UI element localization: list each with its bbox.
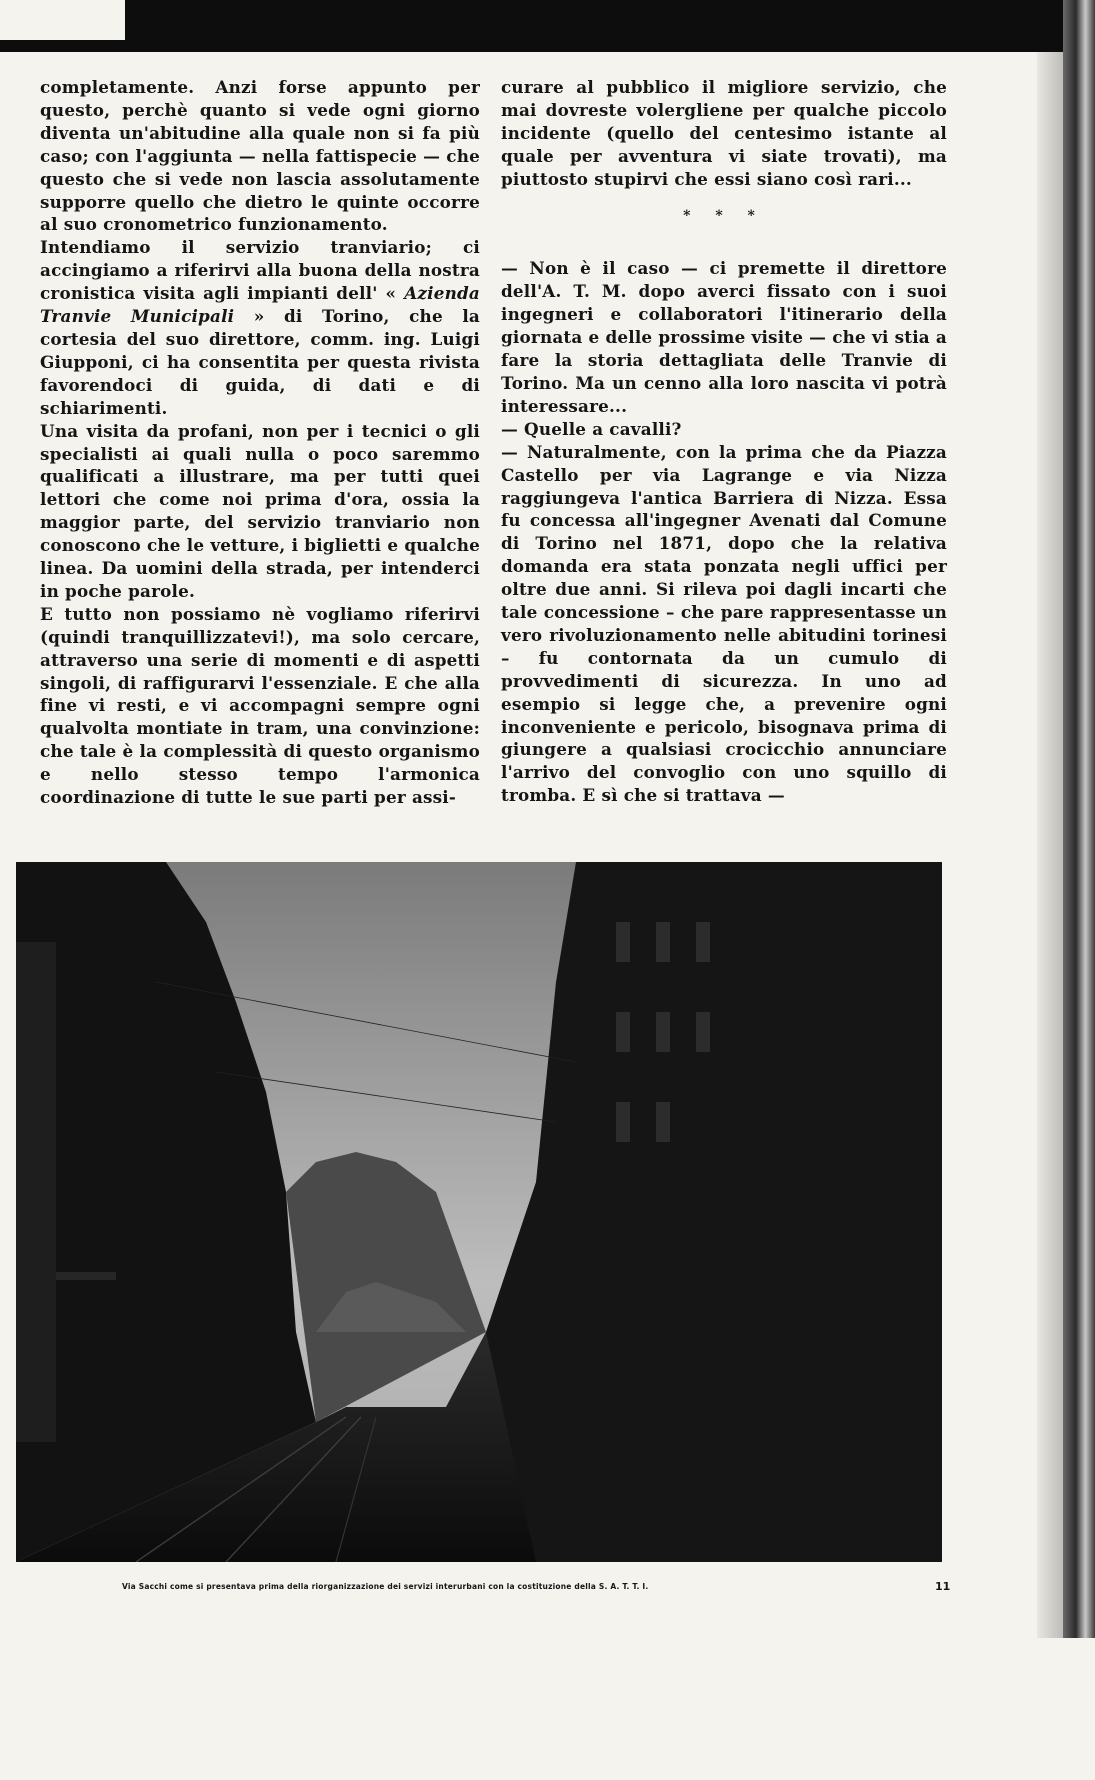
paragraph: curare al pubblico il migliore servizio, che mai dovreste volergliene per qualche piccolo incidente (quello del centesimo istante al quale per avventura vi siate trovati), ma piuttosto stupirvi che essi siano così rari...: [501, 77, 947, 189]
paragraph: — Quelle a cavalli?: [501, 418, 682, 439]
scan-page-edge: [1037, 52, 1063, 1638]
section-separator: * * *: [683, 207, 765, 224]
paragraph: — Naturalmente, con la prima che da Piazza Castello per via Lagrange e via Nizza raggiungeva l'antica Barriera di Nizza. Essa fu concessa all'ingegner Avenati dal Comune di Torino nel 1871, dopo che la relativa domanda era stata ponzata negli uffici per oltre due anni. Si rileva poi dagli incarti che tale concessione – che pare rappresentasse un vero rivoluzionamento nelle abitudini torinesi – fu contornata da un cumulo di provvedimenti di sicurezza. In uno ad esempio si legge che, a prevenire ogni inconveniente e pericolo, bisognava prima di giungere a qualsiasi crocicchio annunciare l'arrivo del convoglio con uno squillo di tromba. E sì che si trattava —: [501, 441, 947, 806]
page-number: 11: [935, 1580, 951, 1593]
paragraph: completamente. Anzi forse appunto per questo, perchè quanto si vede ogni giorno diventa un'abitudine alla quale non si fa più caso; con l'aggiunta — nella fattispecie — che questo che si vede non lascia assolutamente supporre quello che dietro le quinte occorre al suo cronometrico funzionamento.: [40, 77, 480, 235]
scan-top-band-left: [0, 40, 125, 52]
company-name: Azienda Tranvie Municipali: [40, 283, 480, 327]
article-left-column: [40, 76, 480, 809]
photo-caption: Via Sacchi come si presentava prima della riorganizzazione dei servizi interurbani con la costituzione della S. A. T. T. I.: [122, 1582, 649, 1591]
scan-top-band: [125, 0, 1095, 52]
article-right-column: [501, 76, 947, 807]
paragraph: — Non è il caso — ci premette il direttore dell'A. T. M. dopo averci fissato con i suoi ingegneri e collaboratori l'itinerario della giornata e delle prossime visite — che vi stia a fare la storia dettagliata delle Tranvie di Torino. Ma un cenno alla loro nascita vi potrà interessare...: [501, 258, 947, 416]
paragraph: E tutto non possiamo nè vogliamo riferirvi (quindi tranquillizzatevi!), ma solo cercare, attraverso una serie di momenti e di aspetti singoli, di raffigurarvi l'essenziale. E che alla fine vi resti, e vi accompagni sempre ogni qualvolta montiate in tram, una convinzione: che tale è la complessità di questo organismo e nello stesso tempo l'armonica coordinazione di tutte le sue parti per assi-: [40, 603, 480, 808]
street-photo: [16, 862, 942, 1780]
scan-binding-edge: [1063, 0, 1095, 1638]
paragraph: Una visita da profani, non per i tecnici o gli specialisti ai quali nulla o poco saremmo qualificati a illustrare, ma per tutti quei lettori che come noi prima d'ora, ossia la maggior parte, del servizio tranviario non conoscono che le vetture, i biglietti e qualche linea. Da uomini della strada, per intenderci in poche parole.: [40, 420, 480, 601]
paragraph-text: » di Torino, che la cortesia del suo direttore, comm. ing. Luigi Giupponi, ci ha consentita per questa rivista favorendoci di guida, di dati e di schiarimenti.: [40, 306, 480, 418]
paragraph: [40, 236, 480, 419]
paragraph-text: Intendiamo il servizio tranviario; ci accingiamo a riferirvi alla buona della nostra cronistica visita agli impianti dell' «: [40, 237, 480, 304]
